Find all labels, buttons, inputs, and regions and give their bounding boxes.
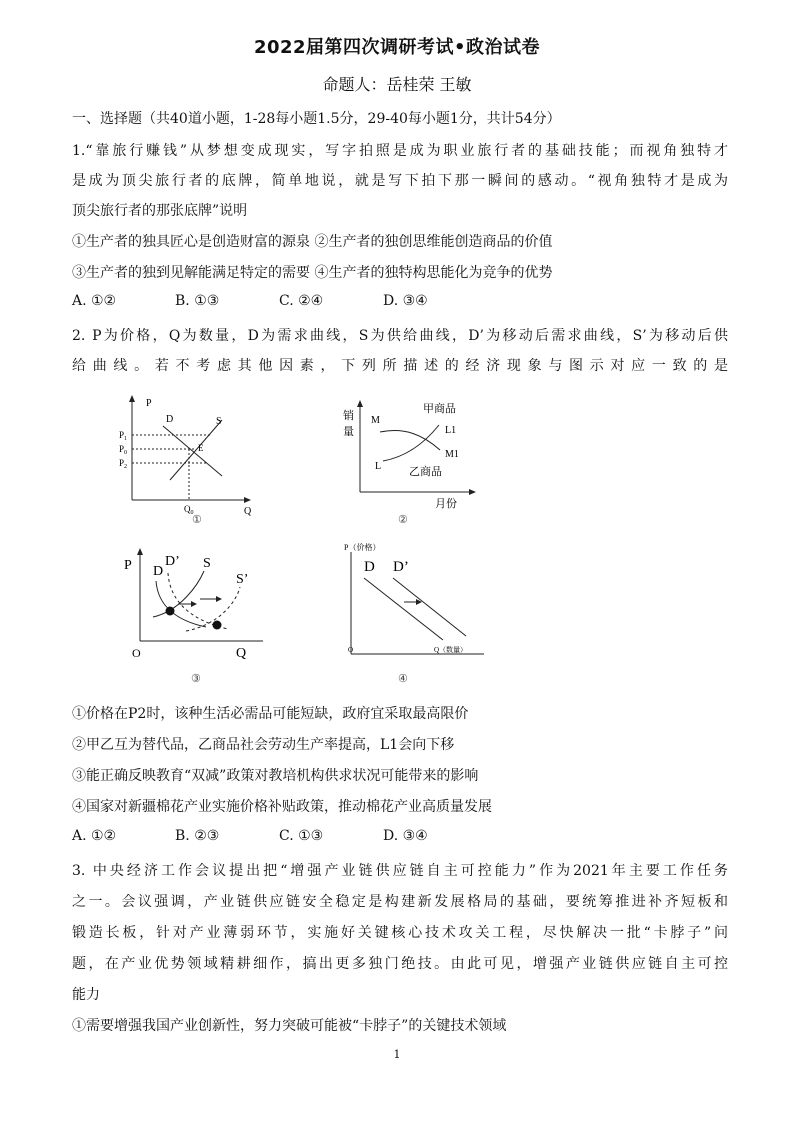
fig3-p-label: P — [124, 558, 132, 573]
fig2-m-label: M — [371, 415, 380, 426]
fig4-d2-label: D’ — [393, 559, 409, 575]
fig3-s2-label: S’ — [236, 572, 249, 587]
q1-option-d[interactable]: D. ③④ — [383, 293, 428, 309]
q1-line: 1.“靠旅行赚钱”从梦想变成现实，写字拍照是成为职业旅行者的基础技能；而视角独特才 — [72, 143, 728, 159]
q2-line: 给曲线。若不考虑其他因素，下列所描述的经济现象与图示对应一致的是 — [72, 358, 728, 374]
fig4-caption: ④ — [398, 672, 408, 685]
fig3-s-label: S — [203, 556, 211, 571]
demand-line — [364, 578, 443, 640]
q1-item: ③生产者的独到见解能满足特定的需要 ④生产者的独特构思能化为竞争的优势 — [72, 265, 553, 281]
fig1-p-label: P — [146, 398, 152, 409]
fig2-l-label: L — [375, 461, 382, 472]
fig4-q-label: Q（数量） — [434, 646, 468, 654]
fig2-y-label-2: 量 — [343, 426, 354, 438]
x-arrow — [469, 489, 476, 495]
fig1-p0-label: $P_0$ — [119, 444, 128, 456]
fig3-o-label: O — [132, 646, 141, 660]
q2-option-b[interactable]: B. ②③ — [175, 828, 220, 844]
section-heading: 一、选择题（共40道小题，1-28每小题1.5分，29-40每小题1分，共计54分） — [72, 111, 561, 127]
fig3-q-label: Q — [236, 646, 247, 661]
y-arrow — [137, 548, 143, 555]
page-number: 1 — [393, 1048, 401, 1061]
fig1-e-label: E — [198, 443, 204, 453]
fig2-goods-b: 乙商品 — [409, 466, 442, 478]
q2-option-c[interactable]: C. ①③ — [279, 828, 324, 844]
fig1-q-label: Q — [244, 506, 252, 517]
supply-curve — [170, 420, 222, 480]
q3-item: ①需要增强我国产业创新性，努力突破可能被“卡脖子”的关键技术领域 — [72, 1018, 507, 1034]
fig3-caption: ③ — [191, 672, 201, 685]
fig1-d-label: D — [166, 414, 174, 425]
fig4-p-label: P（价格） — [344, 543, 381, 552]
figure-1-supply-demand — [118, 392, 263, 527]
q3-line: 锻造长板，针对产业薄弱环节，实施好关键核心技术攻关工程，尽快解决一批“卡脖子”问 — [72, 925, 728, 941]
figure-4-demand-shift — [338, 540, 488, 660]
fig2-l1-label: L1 — [445, 425, 457, 436]
demand-curve — [163, 426, 222, 476]
y-arrow — [357, 400, 363, 407]
fig1-s-label: S — [216, 416, 222, 427]
q2-item: ③能正确反映教育“双减”政策对教培机构供求状况可能带来的影响 — [72, 768, 479, 784]
q3-line: 3. 中央经济工作会议提出把“增强产业链供应链自主可控能力”作为2021年主要工作任务 — [72, 863, 728, 879]
fig4-d-label: D — [364, 559, 375, 575]
q3-line: 能力 — [72, 987, 100, 1003]
y-arrow — [129, 395, 135, 402]
q1-line: 顶尖旅行者的那张底牌”说明 — [72, 203, 248, 219]
shift-arrowhead-1 — [191, 601, 197, 607]
fig1-q0-label: $Q_0$ — [184, 504, 194, 516]
q2-item: ①价格在P2时，该种生活必需品可能短缺，政府宜采取最高限价 — [72, 706, 469, 722]
fig2-x-label: 月份 — [435, 498, 457, 510]
q3-line: 之一。会议强调，产业链供应链安全稳定是构建新发展格局的基础，要统筹推进补齐短板和 — [72, 894, 728, 910]
figure-2-sales-curves — [335, 395, 485, 510]
fig2-y-label-1: 销 — [343, 410, 354, 422]
fig3-d-label: D — [153, 564, 164, 579]
fig2-m1-label: M1 — [445, 449, 459, 460]
authors: 命题人：岳桂荣 王敏 — [322, 75, 472, 94]
shift-arrowhead-2 — [216, 596, 222, 602]
equilibrium-point-1 — [166, 607, 175, 616]
fig1-p2-label: $P_2$ — [119, 458, 128, 470]
q1-option-a[interactable]: A. ①② — [72, 293, 117, 309]
figure-3-curve-shift — [118, 545, 268, 663]
fig2-goods-a: 甲商品 — [423, 403, 456, 415]
q2-option-d[interactable]: D. ③④ — [383, 828, 428, 844]
fig1-caption: ① — [192, 513, 202, 526]
q2-line: 2. P为价格，Q为数量，D为需求曲线，S为供给曲线，D’为移动后需求曲线，S’为移动后供 — [72, 328, 728, 344]
q1-option-b[interactable]: B. ①③ — [175, 293, 220, 309]
q2-option-a[interactable]: A. ①② — [72, 828, 117, 844]
demand-shifted-line — [393, 578, 466, 636]
fig4-o-label: O — [348, 646, 354, 654]
page-title: 2022届第四次调研考试•政治试卷 — [253, 37, 541, 58]
equilibrium-point-2 — [213, 621, 222, 630]
fig2-caption: ② — [398, 513, 408, 526]
q2-item: ④国家对新疆棉花产业实施价格补贴政策，推动棉花产业高质量发展 — [72, 799, 492, 815]
fig3-d2-label: D’ — [165, 554, 180, 569]
q1-line: 是成为顶尖旅行者的底牌，简单地说，就是写下拍下那一瞬间的感动。“视角独特才是成为 — [72, 173, 728, 189]
x-arrow — [244, 497, 251, 503]
q1-option-c[interactable]: C. ②④ — [279, 293, 324, 309]
q1-item: ①生产者的独具匠心是创造财富的源泉 ②生产者的独创思维能创造商品的价值 — [72, 234, 553, 250]
q3-line: 题，在产业优势领域精耕细作，搞出更多独门绝技。由此可见，增强产业链供应链自主可控 — [72, 956, 728, 972]
fig1-p1-label: $P_1$ — [119, 430, 128, 442]
q2-item: ②甲乙互为替代品，乙商品社会劳动生产率提高，L1会向下移 — [72, 737, 455, 753]
